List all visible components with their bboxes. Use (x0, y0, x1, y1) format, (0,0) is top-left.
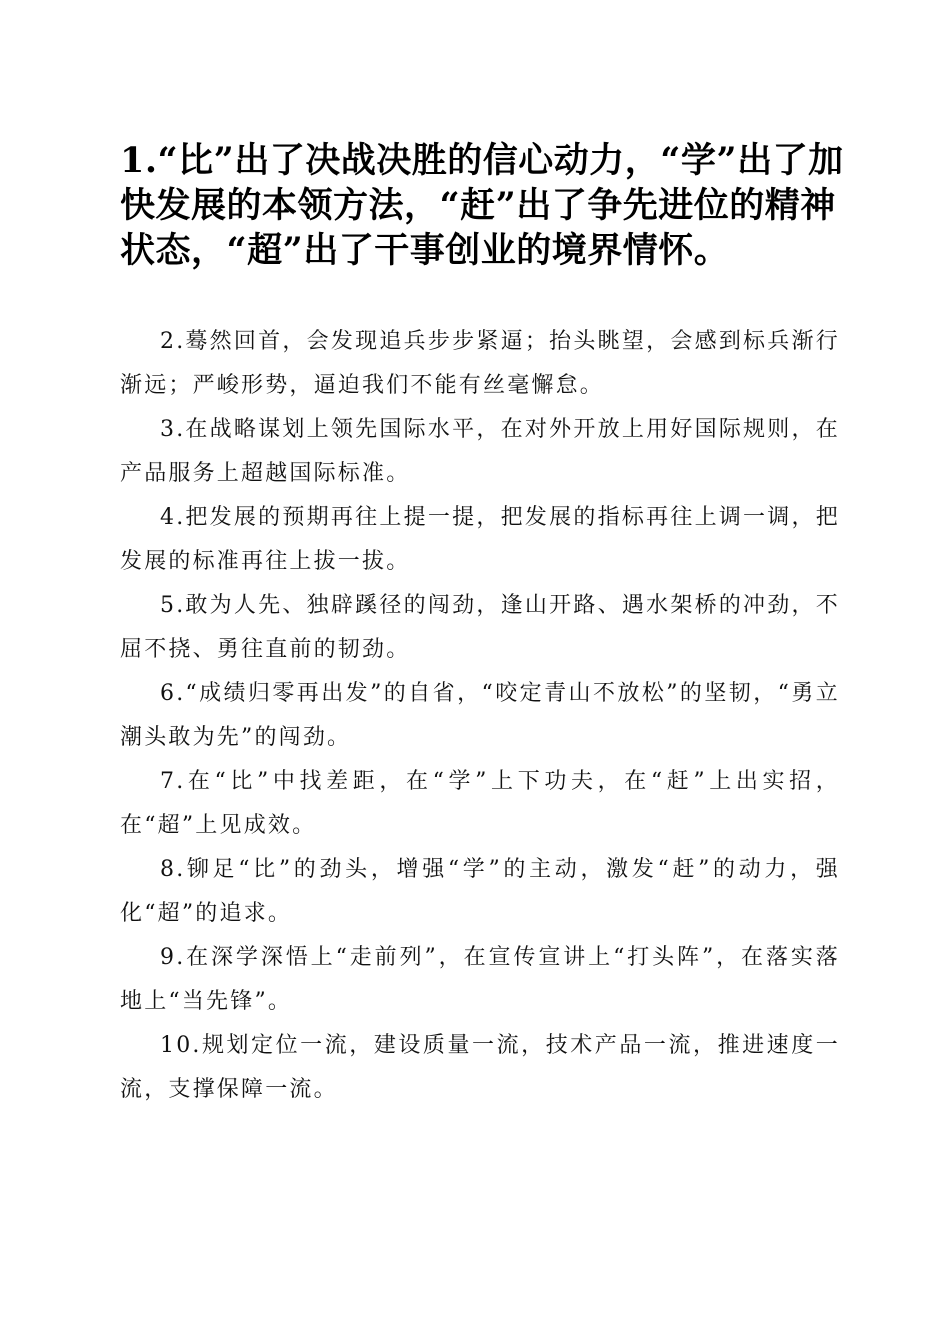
list-item: 3.在战略谋划上领先国际水平，在对外开放上用好国际规则，在产品服务上超越国际标准。 (120, 417, 840, 486)
document-heading: 1.“比”出了决战决胜的信心动力，“学”出了加快发展的本领方法，“赶”出了争先进位的精神状态，“超”出了干事创业的境界情怀。 (120, 140, 844, 271)
list-item: 6.“成绩归零再出发”的自省，“咬定青山不放松”的坚韧，“勇立潮头敢为先”的闯劲。 (120, 681, 840, 750)
list-item: 10.规划定位一流，建设质量一流，技术产品一流，推进速度一流，支撑保障一流。 (120, 1033, 840, 1102)
list-item: 5.敢为人先、独辟蹊径的闯劲，逢山开路、遇水架桥的冲劲，不屈不挠、勇往直前的韧劲。 (120, 593, 840, 662)
list-item: 2.蓦然回首，会发现追兵步步紧逼；抬头眺望，会感到标兵渐行渐远；严峻形势，逼迫我们不能有丝毫懈怠。 (120, 329, 840, 398)
list-item: 7.在“比”中找差距，在“学”上下功夫，在“赶”上出实招，在“超”上见成效。 (120, 769, 840, 838)
item-list (120, 320, 840, 1112)
list-item: 9.在深学深悟上“走前列”，在宣传宣讲上“打头阵”，在落实落地上“当先锋”。 (120, 945, 840, 1014)
list-item: 4.把发展的预期再往上提一提，把发展的指标再往上调一调，把发展的标准再往上拔一拔。 (120, 505, 840, 574)
list-item: 8.铆足“比”的劲头，增强“学”的主动，激发“赶”的动力，强化“超”的追求。 (120, 857, 840, 926)
